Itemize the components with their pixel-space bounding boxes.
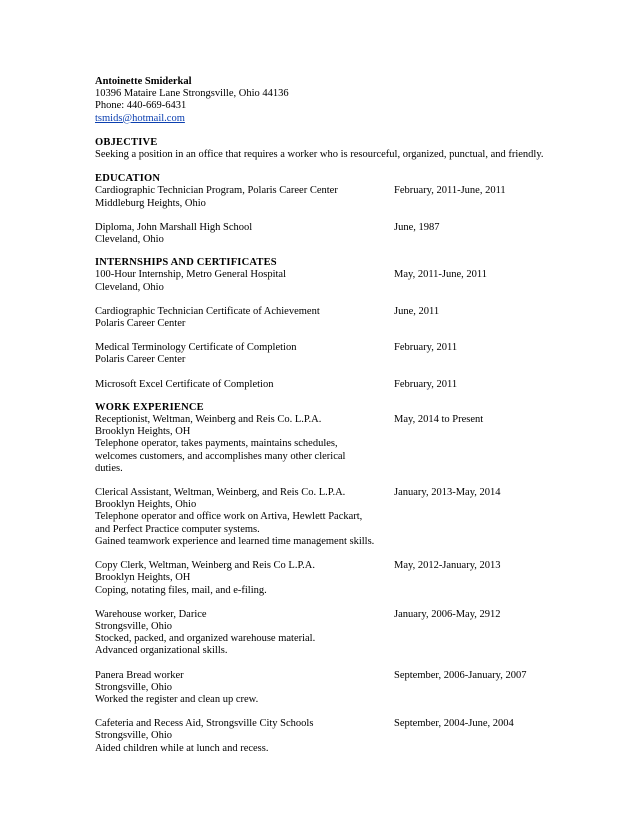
entry-title-row [95, 414, 615, 426]
entry [95, 414, 615, 475]
entry [95, 185, 615, 209]
entry-title: Diploma, John Marshall High School [95, 221, 253, 233]
entry-detail: Cleveland, Ohio [95, 234, 164, 246]
entry [95, 306, 615, 330]
entry-detail: Aided children while at lunch and recess. [95, 742, 269, 754]
entry-date: June, 2011 [394, 305, 440, 317]
entry [95, 379, 615, 391]
entry-detail: Worked the register and clean up crew. [95, 693, 259, 705]
entry-title-row [95, 718, 615, 730]
entry-title: Medical Terminology Certificate of Completion [95, 342, 297, 354]
entry [95, 487, 615, 548]
entry-detail: Telephone operator, takes payments, maintains schedules, [95, 438, 338, 450]
work-list [95, 414, 615, 755]
entry-date: September, 2006-January, 2007 [394, 669, 527, 681]
entry-date: May, 2011-June, 2011 [394, 269, 488, 281]
education-list [95, 185, 615, 246]
entry-detail: Strongsville, Ohio [95, 730, 173, 742]
objective-heading: OBJECTIVE [95, 136, 158, 148]
entry-title-row [95, 222, 615, 234]
entry [95, 718, 615, 755]
entry-date: January, 2006-May, 2912 [394, 608, 501, 620]
entry-title-row [95, 487, 615, 499]
work-section [95, 402, 615, 755]
applicant-address: 10396 Mataire Lane Strongsville, Ohio 44136 [95, 88, 289, 100]
objective-text: Seeking a position in an office that requires a worker who is resourceful, organized, punctual, and friendly. [95, 149, 544, 161]
entry-date: February, 2011-June, 2011 [394, 185, 506, 197]
education-heading: EDUCATION [95, 173, 161, 185]
work-heading: WORK EXPERIENCE [95, 401, 204, 413]
entry-detail: Polaris Career Center [95, 318, 186, 330]
entry-title: Cafeteria and Recess Aid, Strongsville City Schools [95, 718, 314, 730]
entry-title: Cardiographic Technician Program, Polaris Career Center [95, 185, 338, 197]
entry [95, 560, 615, 597]
internships-heading: INTERNSHIPS AND CERTIFICATES [95, 257, 277, 269]
entry-date: February, 2011 [394, 378, 458, 390]
applicant-name: Antoinette Smiderkal [95, 76, 192, 87]
entry-title: Copy Clerk, Weltman, Weinberg and Reis Co L.P.A. [95, 560, 315, 572]
entry-title-row [95, 609, 615, 621]
entry-title: 100-Hour Internship, Metro General Hospital [95, 269, 286, 281]
entry-detail: Middleburg Heights, Ohio [95, 197, 206, 209]
internships-list [95, 269, 615, 390]
entry-detail: Advanced organizational skills. [95, 645, 228, 657]
entry-title-row [95, 342, 615, 354]
entry-title: Cardiographic Technician Certificate of Achievement [95, 305, 320, 317]
entry-detail: Brooklyn Heights, OH [95, 572, 191, 584]
entry-title: Panera Bread worker [95, 669, 184, 681]
entry-date: June, 1987 [394, 221, 440, 233]
entry-title-row [95, 379, 615, 391]
entry-detail: and Perfect Practice computer systems. [95, 523, 260, 535]
entry-title: Warehouse worker, Darice [95, 608, 207, 620]
entry [95, 609, 615, 658]
entry-detail: Coping, notating files, mail, and e-filing. [95, 584, 267, 596]
entry [95, 222, 615, 246]
entry-date: May, 2012-January, 2013 [394, 560, 501, 572]
entry-date: February, 2011 [394, 342, 458, 354]
entry-title-row [95, 306, 615, 318]
contact-header [95, 76, 615, 125]
entry-detail: Brooklyn Heights, OH [95, 426, 191, 438]
entry-title-row [95, 670, 615, 682]
education-section [95, 173, 615, 246]
applicant-email-link[interactable]: tsmids@hotmail.com [95, 112, 185, 124]
entry-date: January, 2013-May, 2014 [394, 487, 501, 499]
applicant-phone: Phone: 440-669-6431 [95, 100, 187, 112]
entry-detail: Strongsville, Ohio [95, 620, 173, 632]
entry-detail: Cleveland, Ohio [95, 281, 164, 293]
entry-title: Microsoft Excel Certificate of Completion [95, 378, 274, 390]
entry-title-row [95, 560, 615, 572]
objective-section [95, 137, 615, 161]
entry-detail: Polaris Career Center [95, 354, 186, 366]
entry-title-row [95, 269, 615, 281]
entry-title-row [95, 185, 615, 197]
resume-page [95, 76, 615, 755]
entry-detail: Stocked, packed, and organized warehouse material. [95, 633, 316, 645]
entry [95, 342, 615, 366]
entry [95, 670, 615, 707]
entry-date: May, 2014 to Present [394, 414, 484, 426]
entry-detail: Telephone operator and office work on Artiva, Hewlett Packart, [95, 511, 363, 523]
entry-detail: Brooklyn Heights, Ohio [95, 499, 197, 511]
entry-title: Receptionist, Weltman, Weinberg and Reis Co. L.P.A. [95, 414, 322, 426]
internships-section [95, 257, 615, 391]
entry-detail: welcomes customers, and accomplishes many other clerical [95, 450, 346, 462]
entry-date: September, 2004-June, 2004 [394, 718, 514, 730]
entry-title: Clerical Assistant, Weltman, Weinberg, and Reis Co. L.P.A. [95, 487, 346, 499]
entry-detail: Gained teamwork experience and learned time management skills. [95, 535, 375, 547]
entry-detail: Strongsville, Ohio [95, 681, 173, 693]
entry [95, 269, 615, 293]
entry-detail: duties. [95, 462, 123, 474]
